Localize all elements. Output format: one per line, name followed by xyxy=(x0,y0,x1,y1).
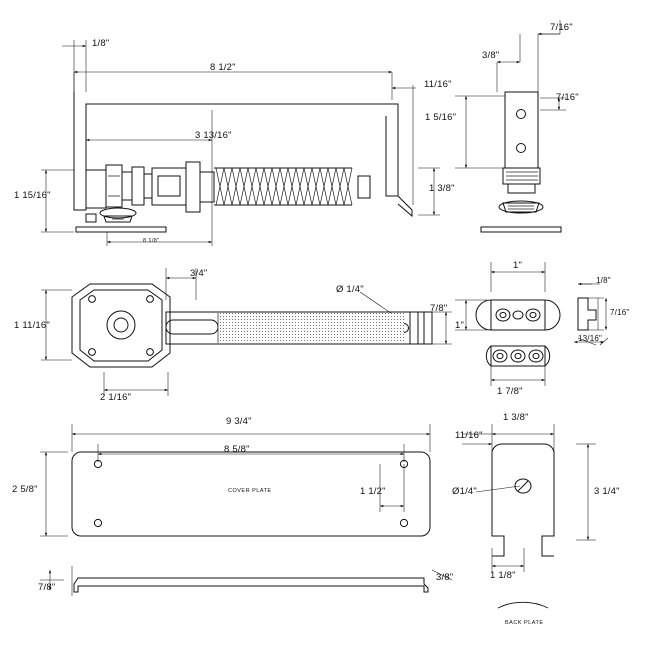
dim-back-offset: 11/16" xyxy=(455,430,483,441)
dim-detail-top: 1" xyxy=(513,260,523,271)
dim-top-overall: 8 1/2" xyxy=(210,62,236,73)
dim-plan-top: 3/4" xyxy=(190,268,208,279)
dim-end-top: 7/16" xyxy=(550,22,573,33)
dim-detail-bottom: 1 7/8" xyxy=(497,386,523,397)
dim-detail-side-right: 7/16" xyxy=(610,308,630,317)
dim-cover-hole-offset: 1 1/2" xyxy=(360,486,386,497)
dim-right-height: 1 3/8" xyxy=(429,183,455,194)
dim-back-bottom: 1 1/8" xyxy=(490,570,516,581)
dim-detail-side-bottom: 13/16" xyxy=(578,334,603,343)
dim-detail-left: 7/8" xyxy=(430,303,448,314)
dim-bottom-tiny: 8 1/8" xyxy=(143,238,160,244)
dim-strip-right: 3/8" xyxy=(436,572,454,583)
dim-end-left: 3/8" xyxy=(482,50,500,61)
dim-cover-height: 2 5/8" xyxy=(12,484,38,495)
dim-plan-bottom: 2 1/16" xyxy=(100,392,132,403)
dim-detail-side-top: 1/8" xyxy=(596,276,611,285)
dim-strip-left: 7/8" xyxy=(38,582,56,593)
dim-cover-inner-width: 8 5/8" xyxy=(224,444,250,455)
dim-inner-length: 3 13/16" xyxy=(195,130,232,141)
dim-end-height: 1 5/16" xyxy=(425,112,457,123)
dim-left-height: 1 15/16" xyxy=(14,190,51,201)
dim-plan-left-height: 1 11/16" xyxy=(14,320,50,331)
dim-end-right: 7/16" xyxy=(556,92,579,103)
dim-top-left-small: 1/8" xyxy=(92,38,110,49)
dim-top-right: 11/16" xyxy=(424,79,452,90)
dim-back-hole-diameter: Ø1/4" xyxy=(452,486,477,497)
cover-plate-label: COVER PLATE xyxy=(228,488,272,494)
dim-back-width: 1 3/8" xyxy=(503,412,529,423)
dim-cover-width: 9 3/4" xyxy=(226,416,252,427)
dim-plan-hole-diameter: Ø 1/4" xyxy=(336,284,364,295)
dim-back-height: 3 1/4" xyxy=(594,486,620,497)
back-plate-label: BACK PLATE xyxy=(505,620,544,626)
dim-plan-right-height: 1" xyxy=(455,320,465,331)
